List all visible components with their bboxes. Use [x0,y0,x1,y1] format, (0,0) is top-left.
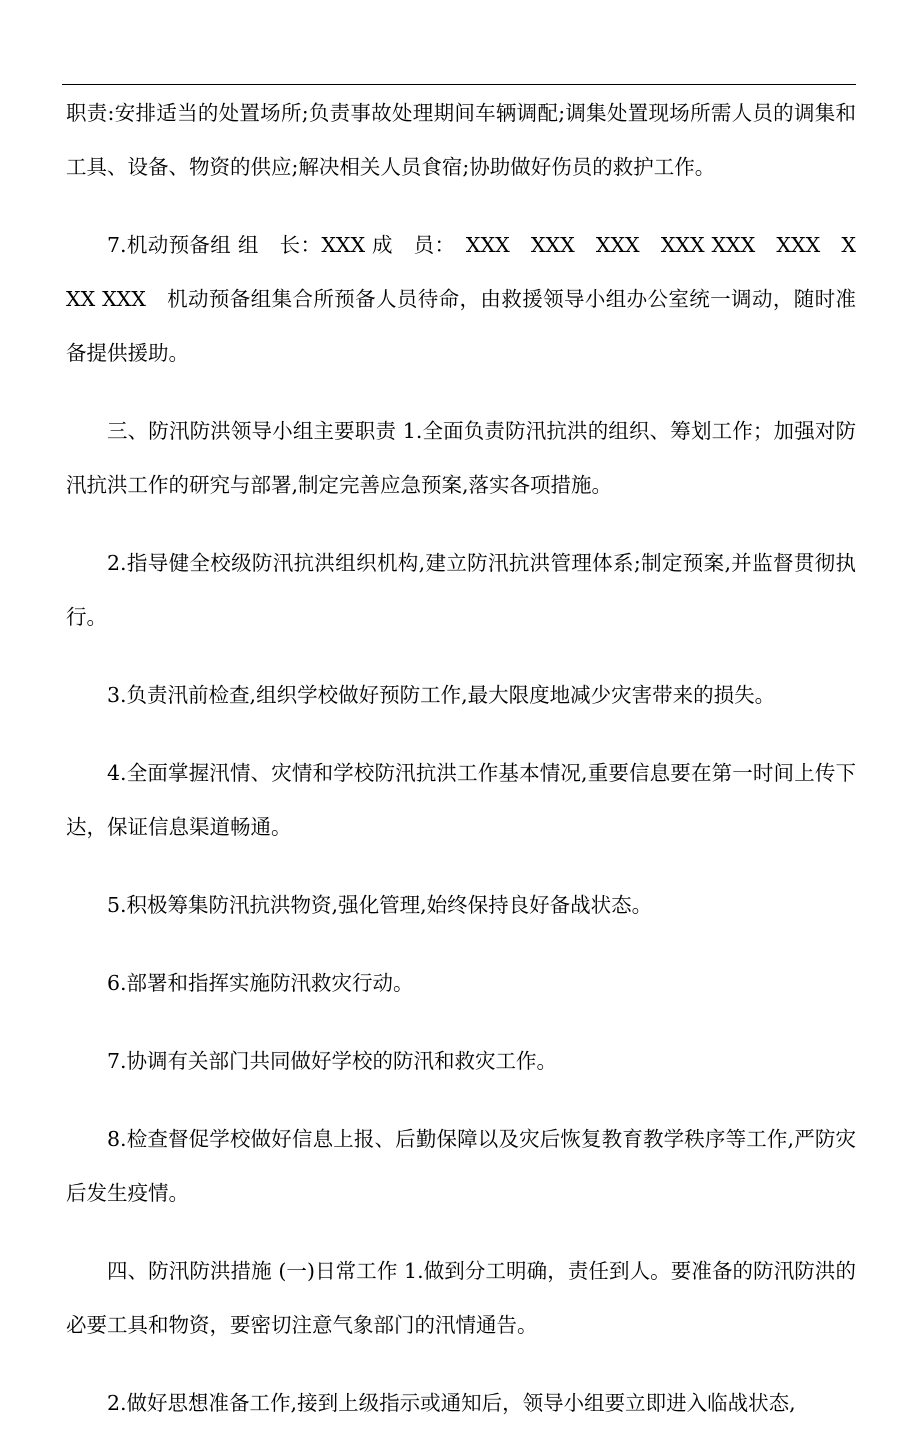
header-rule [62,84,856,85]
paragraph-item-6: 6.部署和指挥实施防汛救灾行动。 [107,971,414,995]
paragraph-section-four: 四、防汛防洪措施 (一)日常工作 1.做到分工明确，责任到人。要准备的防汛防洪的必要工具和物资，要密切注意气象部门的汛情通告。 [66,1259,856,1337]
document-body [66,86,856,1454]
paragraph-section-three: 三、防汛防洪领导小组主要职责 1.全面负责防汛抗洪的组织、筹划工作；加强对防汛抗洪工作的研究与部署,制定完善应急预案,落实各项措施。 [66,419,856,497]
paragraph-item-4: 4.全面掌握汛情、灾情和学校防汛抗洪工作基本情况,重要信息要在第一时间上传下达，保证信息渠道畅通。 [66,761,856,839]
paragraph-reserve-group: 7.机动预备组 组 长：XXX 成 员： XXX XXX XXX XXX XXX XXX XXX XXX 机动预备组集合所预备人员待命，由救援领导小组办公室统一调动，随时准备提供援助。 [66,233,856,365]
paragraph-duties: 职责:安排适当的处置场所;负责事故处理期间车辆调配;调集处置现场所需人员的调集和工具、设备、物资的供应;解决相关人员食宿;协助做好伤员的救护工作。 [66,101,856,179]
paragraph-item-8: 8.检查督促学校做好信息上报、后勤保障以及灾后恢复教育教学秩序等工作,严防灾后发生疫情。 [66,1127,856,1205]
paragraph-item-7: 7.协调有关部门共同做好学校的防汛和救灾工作。 [107,1049,558,1073]
paragraph-item-3: 3.负责汛前检查,组织学校做好预防工作,最大限度地减少灾害带来的损失。 [107,683,776,707]
paragraph-measure-2: 2.做好思想准备工作,接到上级指示或通知后，领导小组要立即进入临战状态, [107,1391,796,1415]
paragraph-item-5: 5.积极筹集防汛抗洪物资,强化管理,始终保持良好备战状态。 [107,893,653,917]
paragraph-item-2: 2.指导健全校级防汛抗洪组织机构,建立防汛抗洪管理体系;制定预案,并监督贯彻执行。 [66,551,856,629]
